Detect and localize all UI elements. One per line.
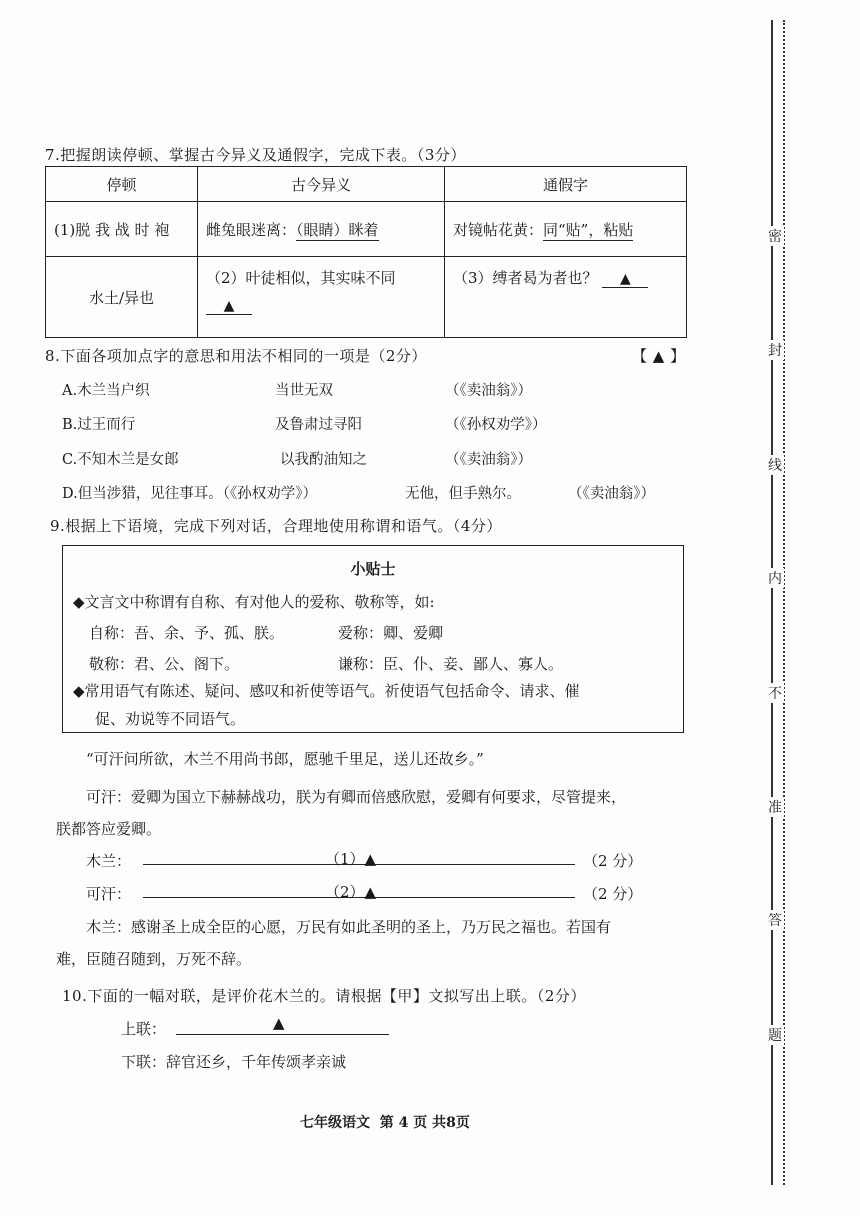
row2-guyi-blank[interactable]: ▲ (206, 298, 252, 315)
binding-solid-line (771, 20, 773, 1185)
page-footer: 七年级语文 第 4 页 共8页 (300, 1115, 470, 1131)
row2-tongjia-question: （3）缚者曷为者也？ (453, 269, 598, 287)
khan-answer-blank[interactable]: （2）▲ (325, 883, 377, 901)
q9-mulan-line-2: 难，臣随召随到，万死不辞。 (56, 950, 252, 968)
q8-option-c-right: 以我酌油知之 (280, 452, 367, 468)
q8-option-b-left: B.过王而行 (62, 417, 136, 433)
binding-char-1: 密 (766, 226, 784, 246)
q8-answer-bracket[interactable]: 【 ▲ 】 (632, 347, 686, 365)
lower-couplet: 下联：辞官还乡，千年传颂孝亲诚 (121, 1053, 347, 1071)
row1-tongjia-prefix: 对镜帖花黄： (453, 220, 544, 239)
khan-score: （2 分） (583, 885, 643, 903)
binding-dotted-line (783, 20, 785, 1185)
tip-title: 小贴士 (350, 560, 396, 578)
tip-box (62, 545, 684, 733)
mulan-answer-blank[interactable]: （1）▲ (325, 850, 377, 868)
binding-char-7: 答 (766, 910, 784, 930)
q8-option-d-source: （《卖油翁》） (568, 486, 655, 502)
binding-char-3: 线 (766, 455, 784, 475)
tip-line-5: 促、劝说等不同语气。 (95, 710, 246, 728)
q9-mulan-line-1: 木兰：感谢圣上成全臣的心愿，万民有如此圣明的圣上，乃万民之福也。若国有 (86, 918, 612, 936)
tip-line-2b: 爱称：卿、爱卿 (338, 624, 444, 642)
q7-table (45, 166, 687, 338)
row1-tongjia (445, 202, 687, 257)
tip-line-3b: 谦称：臣、仆、妾、鄙人、寡人。 (338, 655, 564, 673)
q8-option-a-source: （《卖油翁》） (445, 383, 532, 399)
q9-khan-line-2: 朕都答应爱卿。 (56, 820, 162, 838)
upper-couplet-blank[interactable]: ▲ (273, 1014, 285, 1032)
tip-line-1: ◆文言文中称谓有自称、有对他人的爱称、敬称等，如: (73, 593, 435, 611)
row2-tongjia (445, 257, 687, 338)
mulan-score: （2 分） (583, 852, 643, 870)
row1-guyi-prefix: 雌兔眼迷离： (206, 220, 297, 239)
binding-char-5: 不 (766, 683, 784, 703)
q8-option-a-left: A.木兰当户织 (62, 383, 150, 399)
khan-label: 可汗： (86, 885, 132, 903)
q9-stem: 9.根据上下语境，完成下列对话，合理地使用称谓和语气。（4分） (50, 517, 502, 535)
upper-couplet-label: 上联： (121, 1020, 167, 1038)
row1-pause: (1)脱 我 战 时 袍 (46, 202, 198, 257)
row2-tongjia-blank[interactable]: ▲ (602, 271, 648, 288)
q9-khan-line-1: 可汗：爱卿为国立下赫赫战功，朕为有卿而倍感欣慰，爱卿有何要求，尽管提来， (86, 788, 627, 806)
row1-tongjia-answer: 同“贴”，粘贴 (543, 220, 634, 239)
q8-option-b-right: 及鲁肃过寻阳 (275, 417, 362, 433)
binding-char-4: 内 (766, 568, 784, 588)
q8-option-c-left: C.不知木兰是女郎 (62, 452, 179, 468)
mulan-label: 木兰： (86, 852, 132, 870)
binding-char-2: 封 (766, 340, 784, 360)
tip-line-4: ◆常用语气有陈述、疑问、感叹和祈使等语气。祈使语气包括命令、请求、催 (73, 682, 580, 700)
table-header-pause: 停顿 (46, 167, 198, 202)
upper-couplet-line[interactable] (176, 1034, 389, 1035)
q8-option-a-right: 当世无双 (275, 383, 333, 399)
q8-option-c-source: （《卖油翁》） (445, 452, 532, 468)
table-header-guyi: 古今异义 (198, 167, 445, 202)
tip-line-3a: 敬称：君、公、阁下。 (89, 655, 240, 673)
binding-char-6: 准 (766, 797, 784, 817)
row2-pause: 水土/异也 (46, 257, 198, 338)
row1-guyi (198, 202, 445, 257)
table-header-tongjia: 通假字 (445, 167, 687, 202)
row1-guyi-answer: （眼睛）眯着 (296, 220, 379, 239)
binding-char-8: 题 (766, 1025, 784, 1045)
row2-guyi-question: （2）叶徒相似，其实味不同 (206, 269, 396, 287)
q10-stem: 10.下面的一幅对联，是评价花木兰的。请根据【甲】文拟写出上联。（2分） (62, 987, 586, 1005)
q8-stem: 8.下面各项加点字的意思和用法不相同的一项是（2分） (45, 347, 427, 365)
q9-quote: “可汗问所欲，木兰不用尚书郎，愿驰千里足，送儿还故乡。” (86, 750, 484, 768)
q7-stem: 7.把握朗读停顿、掌握古今异义及通假字，完成下表。（3分） (45, 146, 466, 164)
q8-option-d-left: D.但当涉猎，见往事耳。（《孙权劝学》） (62, 486, 317, 502)
q8-option-b-source: （《孙权劝学》） (445, 417, 547, 433)
tip-line-2a: 自称：吾、余、予、孤、朕。 (89, 624, 285, 642)
q8-option-d-right: 无他，但手熟尔。 (405, 486, 521, 502)
row2-guyi (198, 257, 445, 338)
